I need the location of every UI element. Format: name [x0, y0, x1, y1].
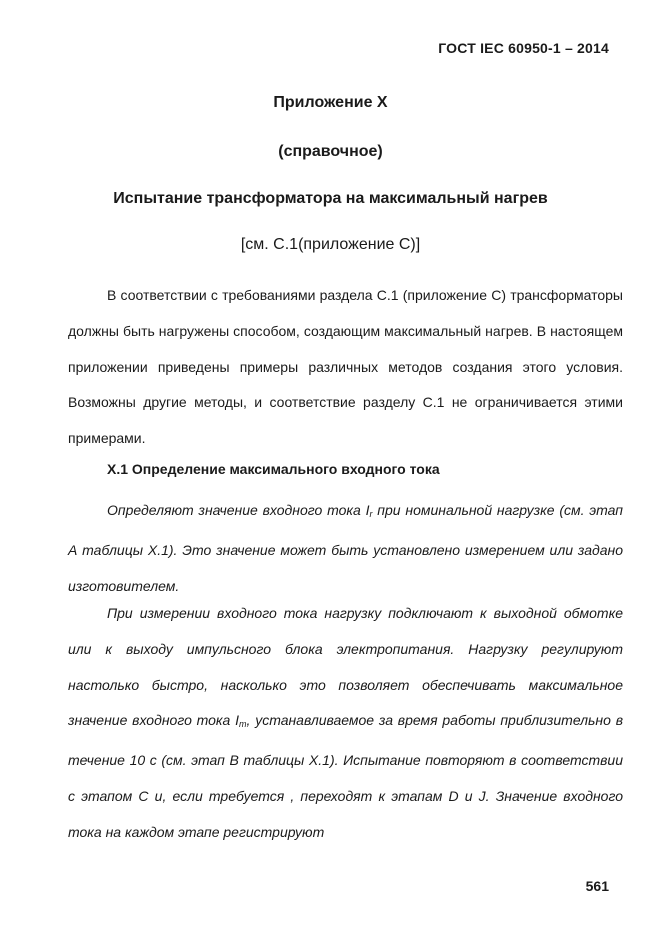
- paragraph-text: , устанавливаемое за время работы приблизительно в течение 10 с (см. этап В таблицы Х.1). Испытание повторяют в соответствии с этапом С и, если требуется , переходят к этапам D и J. Значение входного тока на каждом этапе регистрируют: [68, 712, 623, 840]
- subscript: r: [369, 509, 373, 519]
- intro-paragraph: В соответствии с требованиями раздела С.1 (приложение С) трансформаторы должны быть нагружены способом, создающим максимальный нагрев. В настоящем приложении приведены примеры различных методов создания этого условия. Возможны другие методы, и соответствие разделу С.1 не ограничивается этими примерами.: [68, 287, 623, 447]
- annex-reference: [см. С.1(приложение С)]: [240, 236, 421, 253]
- page-number: 561: [585, 878, 609, 894]
- annex-kind: (справочное): [278, 143, 383, 160]
- subscript: m: [239, 719, 247, 730]
- standard-code: ГОСТ IEC 60950-1 – 2014: [438, 40, 609, 56]
- section-heading: Х.1 Определение максимального входного тока: [107, 461, 440, 477]
- paragraph-max-current: [68, 596, 623, 851]
- annex-name: Испытание трансформатора на максимальный нагрев: [113, 190, 548, 207]
- paragraph-text: при номинальной нагрузке (см. этап А таблицы Х.1). Это значение может быть установлено измерением или задано изготовителем.: [68, 502, 623, 594]
- paragraph-text: Определяют значение входного тока I: [107, 502, 370, 518]
- paragraph-rated-current: [68, 493, 623, 604]
- paragraph-text: При измерении входного тока нагрузку подключают к выходной обмотке или к выходу импульсного блока электропитания. Нагрузку регулируют настолько быстро, насколько это позволяет обеспечивать максимальное значение входного тока I: [68, 605, 623, 729]
- annex-title: Приложение X: [273, 94, 388, 111]
